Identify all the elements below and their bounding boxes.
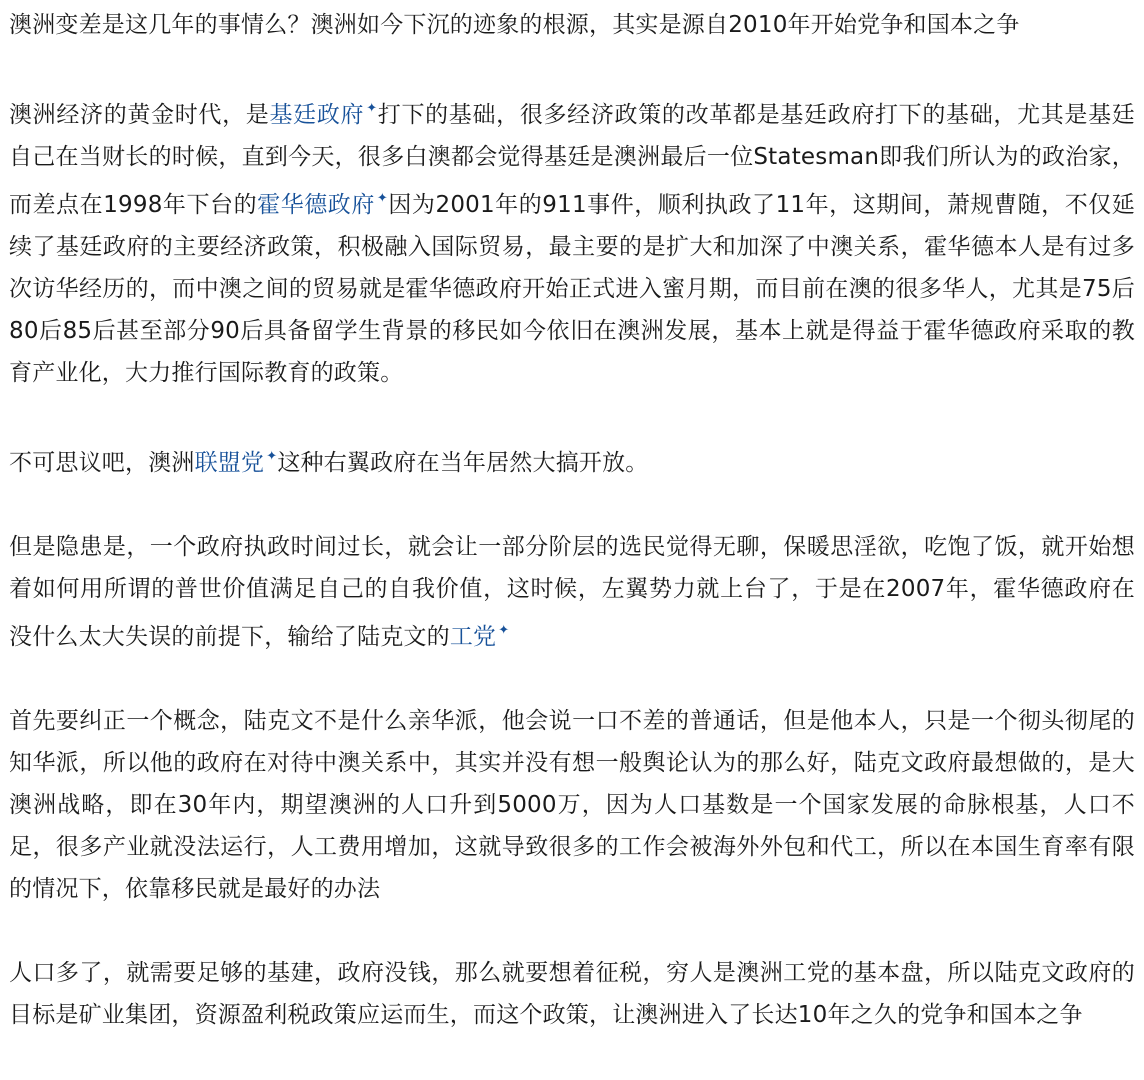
paragraph-text: 因为2001年的911事件，顺利执政了11年，这期间，萧规曹随，不仅延续了基廷政府的主要经济政策，积极融入国际贸易，最主要的是扩大和加深了中澳关系，霍华德本人是有过多次访华经历的，而中澳之间的贸易就是霍华德政府开始正式进入蜜月期，而目前在澳的很多华人，尤其是75后80后85后甚至部分90后具备留学生背景的移民如今依旧在澳洲发展，基本上就是得益于霍华德政府采取的教育产业化，大力推行国际教育的政策。 (9, 192, 1136, 386)
keyword-link-label: 联盟党 (194, 450, 265, 476)
keyword-link-keating-government[interactable] (269, 102, 377, 128)
keyword-link-label: 霍华德政府 (257, 192, 375, 218)
paragraph-text: 不可思议吧，澳洲 (9, 450, 195, 476)
keyword-link-coalition[interactable] (195, 450, 278, 476)
paragraph-text: 这种右翼政府在当年居然大搞开放。 (277, 450, 649, 476)
paragraph-text: 人口多了，就需要足够的基建，政府没钱，那么就要想着征税，穷人是澳洲工党的基本盘，所以陆克文政府的目标是矿业集团，资源盈利税政策应运而生，而这个政策，让澳洲进入了长达10年之久的党争和国本之争 (9, 960, 1135, 1028)
paragraph-text: 澳洲经济的黄金时代，是 (9, 102, 270, 128)
paragraph-6 (9, 952, 1135, 1036)
paragraph-3 (9, 436, 1135, 484)
paragraph-text: 打下的基础，很多经济政策的改革都是基廷政府打下的基础，尤其是基廷自己在当财长的时候，直到今天，很多白澳都会觉得基廷是澳洲最后一位Statesman即我们所认为的政治家，而差点在1998年下台的 (9, 102, 1135, 218)
keyword-link-howard-government[interactable] (257, 192, 388, 218)
sparkle-icon: ✦ (366, 101, 378, 116)
paragraph-text: 但是隐患是，一个政府执政时间过长，就会让一部分阶层的选民觉得无聊，保暖思淫欲，吃饱了饭，就开始想着如何用所谓的普世价值满足自己的自我价值，这时候，左翼势力就上台了，于是在2007年，霍华德政府在没什么太大失误的前提下，输给了陆克文的 (9, 534, 1135, 650)
paragraph-1 (9, 4, 1135, 46)
sparkle-icon: ✦ (498, 623, 510, 638)
paragraph-4 (9, 526, 1135, 658)
keyword-link-labor-party[interactable] (450, 624, 510, 650)
paragraph-text: 首先要纠正一个概念，陆克文不是什么亲华派，他会说一口不差的普通话，但是他本人，只是一个彻头彻尾的知华派，所以他的政府在对待中澳关系中，其实并没有想一般舆论认为的那么好，陆克文政府最想做的，是大澳洲战略，即在30年内，期望澳洲的人口升到5000万，因为人口基数是一个国家发展的命脉根基，人口不足，很多产业就没法运行，人工费用增加，这就导致很多的工作会被海外外包和代工，所以在本国生育率有限的情况下，依靠移民就是最好的办法 (9, 708, 1135, 902)
keyword-link-label: 基廷政府 (269, 102, 365, 128)
paragraph-2 (9, 88, 1135, 394)
sparkle-icon: ✦ (266, 449, 278, 464)
paragraph-text: 澳洲变差是这几年的事情么？澳洲如今下沉的迹象的根源，其实是源自2010年开始党争和国本之争 (9, 12, 1020, 38)
paragraph-5 (9, 700, 1135, 910)
sparkle-icon: ✦ (376, 191, 389, 206)
keyword-link-label: 工党 (449, 624, 497, 650)
